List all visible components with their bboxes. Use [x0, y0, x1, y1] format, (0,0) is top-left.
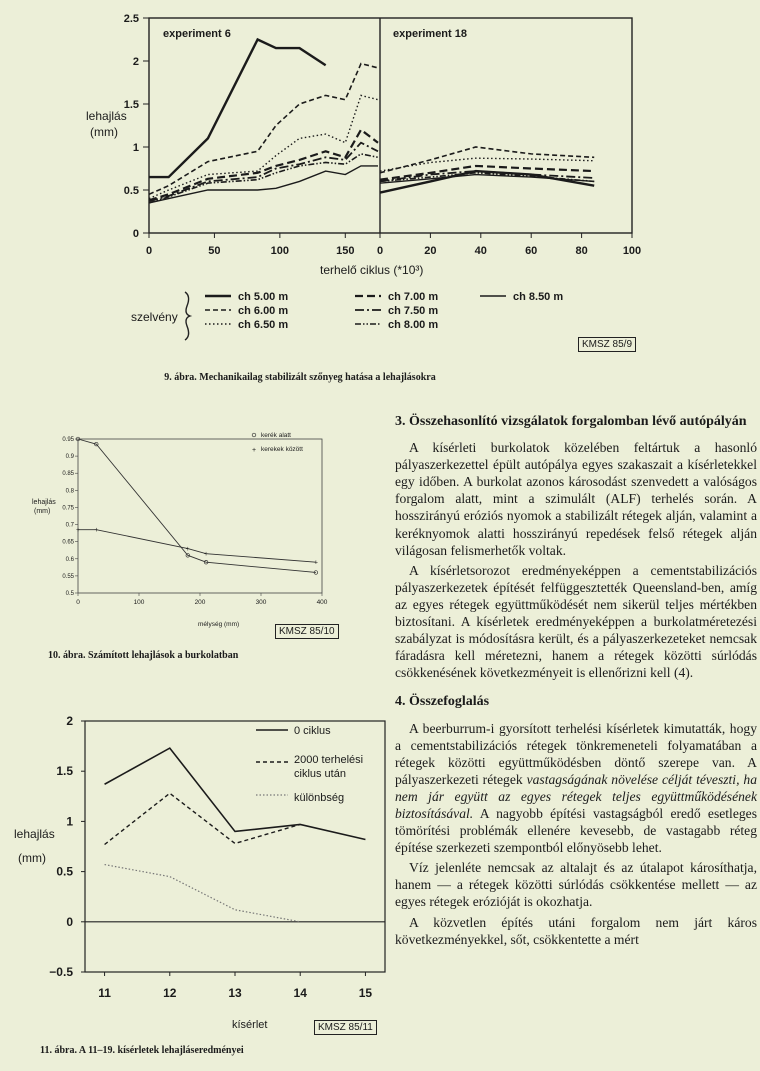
fig11-legend-label: különbség [294, 792, 345, 804]
fig9-legend-brace [185, 292, 190, 340]
fig9-xtick-label: 100 [622, 245, 642, 257]
fig10-ytick-label: 0.6 [65, 556, 74, 563]
fig10-xlabel: mélység (mm) [198, 621, 240, 628]
fig9-caption: 9. ábra. Mechanikailag stabilizált szőnyeg hatása a lehajlásokra [164, 372, 436, 383]
section3-paragraph-2: A kísérletsorozot eredményeképpen a cementstabilizációs pályaszerkezetek építését felfüggesztették Queensland-ben, amíg az egyes rétegek együttműködését nem sikerül teljes mértékben biztosítani. A kísérletek eredményeképpen a burkolatméretezési szabályzat is módosításra került, és a pályaszerkezeteket nemcsak fáradásra kell méretezni, hanem a rétegek közötti súrlódás csökkenésének következményeit is ellenőrizni kell (4). [395, 562, 757, 681]
fig9-legend-label: ch 8.50 m [513, 291, 564, 303]
fig9-ytick-label: 2.5 [123, 13, 139, 25]
fig11-xlabel: kísérlet [232, 1019, 268, 1031]
fig10-xtick-label: 300 [255, 599, 267, 606]
fig11-xtick-label: 11 [98, 986, 111, 1000]
section3-paragraph-1: A kísérleti burkolatok közelében feltártuk a hasonló pályaszerkezettel épült autópálya egyes szakaszait a kísérletekkel egy időben. A burkolat azonos károsodást szenvedett a valóságos forgalom alatt, mint a szimulált (ALF) terhelés során. A hosszirányú eróziós nyomok a stabilizált rétegek alján, valamint a keréknyomok alatti hosszirányú repedések felső rétegek alján világosan felismerhetők voltak. [395, 440, 757, 558]
fig9-legend-label: ch 5.00 m [238, 291, 289, 303]
fig10-ytick-label: 0.7 [65, 522, 74, 529]
fig10-point: + [313, 559, 318, 567]
fig9-xtick-label: 0 [145, 245, 153, 257]
fig11-ytick-label: 0.5 [56, 864, 73, 879]
fig9-legend-label: ch 8.00 m [388, 319, 439, 331]
fig11-xtick-label: 14 [293, 986, 307, 1000]
fig11-legend-label: 2000 terhelési [294, 754, 364, 766]
section4-p1-emphasis: vastagságának növelése célját téveszti, ha nem jár együtt az egyes rétegek teljes együttműködésének biztosításával. [395, 771, 757, 821]
fig10-series-line [78, 530, 316, 563]
fig10-ytick-label: 0.85 [62, 471, 74, 478]
fig10-xtick-label: 0 [76, 599, 80, 606]
section4-heading: 4. Összefoglalás [395, 694, 490, 710]
fig9-xtick-label: 150 [336, 245, 355, 257]
fig9-xlabel: terhelő ciklus (*10³) [320, 263, 424, 277]
fig11-ytick-label: 1.5 [56, 764, 73, 779]
fig10-series-line [75, 439, 316, 572]
fig10-caption: 10. ábra. Számított lehajlások a burkolatban [48, 650, 239, 661]
fig10-ytick-label: 0.95 [62, 437, 74, 443]
fig10-xtick-label: 400 [316, 599, 328, 606]
fig11-caption: 11. ábra. A 11–19. kísérletek lehajláseredményei [40, 1045, 244, 1056]
fig10-ytick-label: 0.8 [65, 488, 74, 495]
fig9-series-line [149, 95, 378, 198]
fig9-xtick-label: 20 [424, 245, 437, 257]
fig11-ytick-label: 0 [66, 914, 73, 929]
fig9-series-line [149, 40, 326, 178]
fig9-legend-group-label: szelvény [131, 310, 178, 324]
fig11-series-line [105, 865, 301, 922]
fig10-tag: KMSZ 85/10 [275, 624, 339, 639]
fig9-panel-right-label: experiment 18 [393, 28, 467, 40]
fig9-ytick-label: 1 [132, 142, 139, 154]
fig10-xtick-label: 200 [194, 599, 206, 606]
fig9-ylabel: lehajlás (mm) [86, 109, 127, 139]
fig10-point: + [185, 546, 190, 554]
fig11-ylabel: lehajlás (mm) [14, 827, 55, 865]
fig10-point: + [204, 551, 209, 559]
fig11-tag: KMSZ 85/11 [314, 1020, 377, 1035]
section4-p1-start: A beerburrum-i gyorsított terhelési kísérletek kimutatták, hogy a cementstabilizációs rétegek tönkremeneteli folyamatában a rétegek közötti együttműködésben döntő szerepe van. A pályaszerkezeti rétegek [395, 720, 757, 787]
fig9-tag: KMSZ 85/9 [578, 337, 636, 352]
fig10-point: + [75, 527, 81, 535]
fig10-xtick-label: 100 [133, 599, 145, 606]
fig9-frame [149, 18, 632, 233]
section4-paragraph-1 [395, 720, 757, 857]
fig11-chart [0, 705, 390, 1035]
fig11-legend-label: 0 ciklus [294, 725, 331, 737]
fig9-ytick-label: 0.5 [123, 185, 139, 197]
fig10-legend-marker: + [251, 447, 257, 454]
fig11-ytick-label: 2 [66, 714, 73, 728]
fig9-xtick-label: 0 [376, 245, 384, 257]
fig9-legend-label: ch 6.50 m [238, 319, 289, 331]
fig9-xtick-label: 40 [474, 245, 487, 257]
fig10-ytick-label: 0.9 [65, 454, 74, 461]
fig11-xtick-label: 15 [358, 986, 373, 1000]
fig10-ytick-label: 0.65 [62, 539, 74, 546]
fig9-legend-label: ch 7.50 m [388, 305, 439, 317]
section3-heading: 3. Összehasonlító vizsgálatok forgalomban lévő autópályán [395, 414, 747, 429]
fig9-xtick-label: 80 [575, 245, 588, 257]
fig11-ytick-label: 1 [66, 814, 73, 829]
text-column [395, 413, 757, 951]
fig9-panel-left-label: experiment 6 [163, 28, 231, 40]
fig9-ytick-label: 2 [132, 56, 139, 68]
fig9-xtick-label: 50 [208, 245, 221, 257]
fig10-ytick-label: 0.5 [65, 591, 74, 597]
fig10-point: + [94, 527, 99, 535]
fig9-xtick-label: 100 [270, 245, 290, 257]
fig11-series-line [105, 793, 301, 844]
section4-paragraph-2: Víz jelenléte nemcsak az altalajt és az útalapot károsíthatja, hanem — a rétegek közötti súrlódás csökkentése mellett — az egyes rétegek erózióját is okozhatja. [395, 860, 757, 910]
fig10-legend-marker [252, 433, 256, 437]
fig10-ytick-label: 0.75 [62, 505, 74, 512]
fig9-legend-label: ch 7.00 m [388, 291, 439, 303]
fig10-ylabel: lehajlás (mm) [32, 499, 56, 515]
fig9-ytick-label: 0 [132, 228, 139, 240]
fig11-ytick-label: −0.5 [49, 965, 73, 979]
fig11-xtick-label: 13 [228, 986, 242, 1000]
fig9-chart [0, 0, 760, 345]
fig10-legend-label: kerék alatt [261, 432, 291, 439]
fig10-ytick-label: 0.55 [62, 573, 74, 580]
fig11-legend-label: ciklus után [294, 768, 346, 780]
section4-paragraph-3: A közvetlen építés utáni forgalom nem járt káros következményekkel, sőt, csökkentette a mért [395, 914, 757, 947]
fig10-legend-label: kerekek között [261, 446, 303, 453]
fig10-chart [30, 420, 350, 640]
fig9-legend-label: ch 6.00 m [238, 305, 289, 317]
section4-p1-end: A nagyobb építési vastagságból eredő esetleges tömörítési problémák ellenére kevesebb, de vastagabb réteg építése szerkezeti szempontból előnyösebb lehet. [395, 805, 757, 856]
fig11-xtick-label: 12 [163, 986, 177, 1000]
fig9-ytick-label: 1.5 [123, 99, 139, 111]
fig9-xtick-label: 60 [525, 245, 538, 257]
